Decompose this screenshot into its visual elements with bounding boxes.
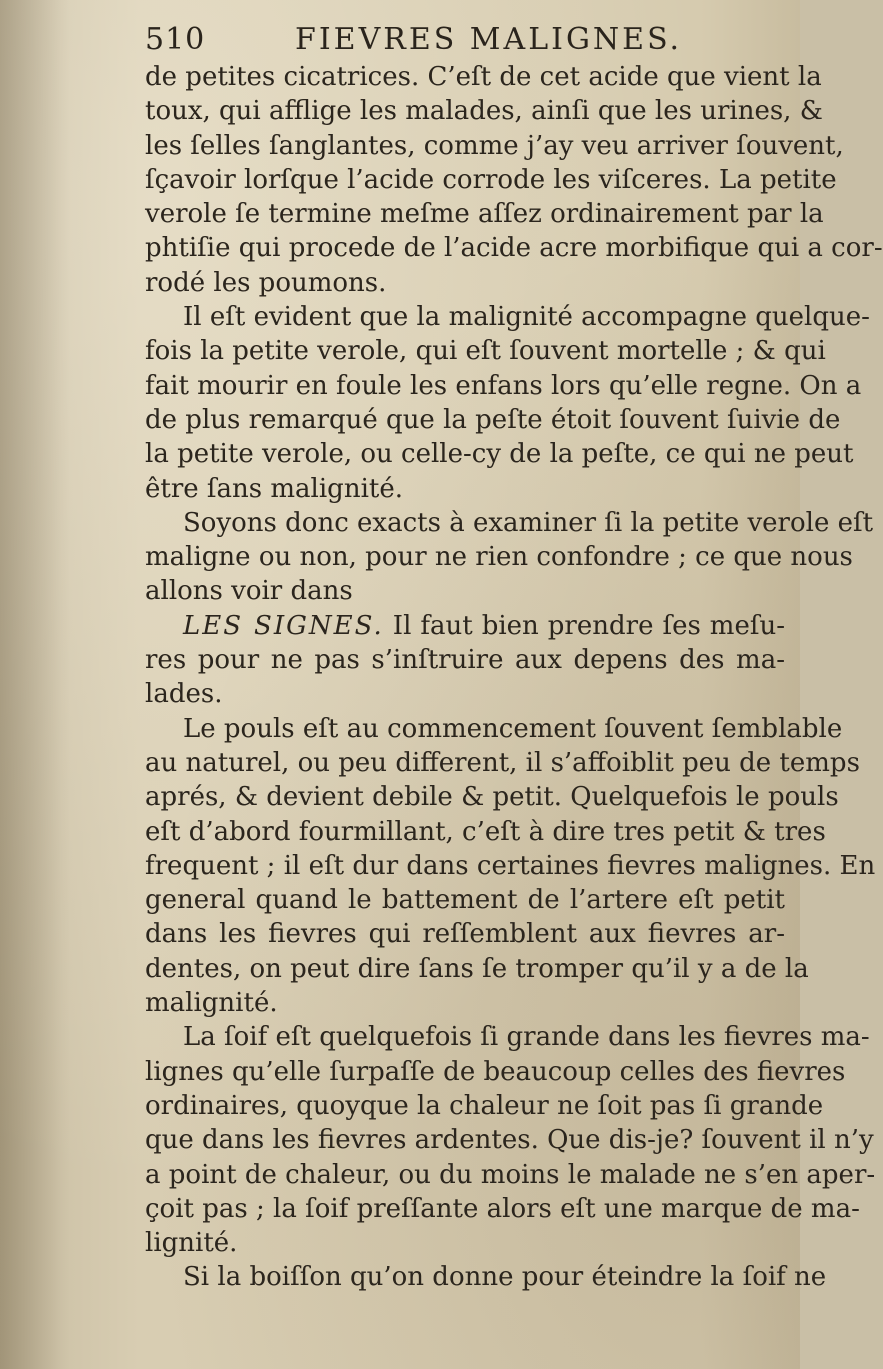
text-line: Il eſt evident que la malignité accompagne quelque-: [183, 302, 870, 333]
text-line: de petites cicatrices. C’eſt de cet acide que vient la: [145, 62, 822, 92]
text-line: lades.: [145, 679, 223, 710]
text-line: toux, qui afflige les malades, ainſi que les urines, &: [145, 96, 823, 127]
text-line: rodé les poumons.: [145, 267, 387, 298]
text-line: les ſelles ſanglantes, comme j’ay veu arriver ſouvent,: [145, 130, 844, 161]
body-text: [145, 60, 883, 1295]
text-line: çoit pas ; la ſoif preſſante alors eſt une marque de ma-: [145, 1193, 860, 1224]
text-line: frequent ; il eſt dur dans certaines fievres malignes. En: [145, 850, 876, 881]
text-line: allons voir dans: [145, 576, 353, 607]
text-line: aprés, & devient debile & petit. Quelquefois le pouls: [145, 782, 839, 813]
text-line: de plus remarqué que la peſte étoit ſouvent ſuivie de: [145, 404, 841, 435]
text-line: lignes qu’elle ſurpaſſe de beaucoup celles des fievres: [145, 1056, 846, 1087]
text-line: phtiſie qui procede de l’acide acre morbifique qui a cor-: [145, 233, 883, 264]
text-line: ſçavoir lorſque l’acide corrode les viſceres. La petite: [145, 164, 837, 195]
text-line: ordinaires, quoyque la chaleur ne ſoit pas ſi grande: [145, 1090, 824, 1121]
text-line: fait mourir en foule les enfans lors qu’elle regne. On a: [145, 370, 862, 401]
page-number: 510: [145, 22, 206, 57]
text-line: Soyons donc exacts à examiner ſi la petite verole eſt: [183, 507, 874, 538]
page-gutter-shadow: [0, 0, 70, 1369]
text-line: lignité.: [145, 1228, 238, 1259]
text-line: que dans les fievres ardentes. Que dis-je? ſouvent il n’y: [145, 1125, 874, 1156]
text-line: general quand le battement de l’artere eſt petit: [145, 885, 785, 916]
text-line: Si la boiſſon qu’on donne pour éteindre la ſoif ne: [183, 1262, 827, 1293]
text-line: res pour ne pas s’inſtruire aux depens des ma-: [145, 645, 785, 676]
text-line: La ſoif eſt quelquefois ſi grande dans les fievres ma-: [183, 1022, 870, 1053]
text-line: Le pouls eſt au commencement ſouvent ſemblable: [183, 713, 843, 744]
text-line: [145, 609, 785, 643]
section-heading: LES SIGNES.: [183, 610, 384, 641]
text-line: malignité.: [145, 988, 278, 1019]
text-line-rest: Il faut bien prendre ſes meſu-: [383, 610, 785, 641]
running-title: FIEVRES MALIGNES.: [295, 22, 683, 57]
text-line: maligne ou non, pour ne rien confondre ; ce que nous: [145, 542, 853, 573]
text-line: verole ſe termine meſme aſſez ordinairement par la: [145, 199, 824, 230]
text-line: fois la petite verole, qui eſt ſouvent mortelle ; & qui: [145, 336, 826, 367]
text-line: eſt d’abord fourmillant, c’eſt à dire tres petit & tres: [145, 816, 826, 847]
text-line: la petite verole, ou celle-cy de la peſte, ce qui ne peut: [145, 439, 854, 470]
text-line: dans les fievres qui reſſemblent aux fievres ar-: [145, 919, 785, 950]
text-line: être ſans malignité.: [145, 473, 403, 504]
text-line: a point de chaleur, ou du moins le malade ne s’en aper-: [145, 1159, 876, 1190]
text-line: au naturel, ou peu different, il s’affoiblit peu de temps: [145, 747, 860, 778]
text-line: dentes, on peut dire ſans ſe tromper qu’il y a de la: [145, 953, 809, 984]
